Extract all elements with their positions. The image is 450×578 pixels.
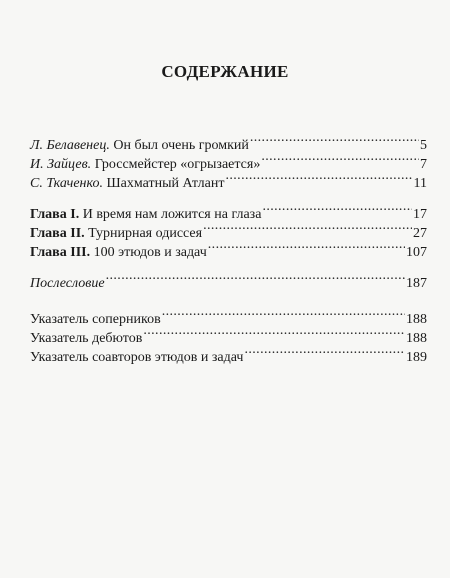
entry-title: Шахматный Атлант: [106, 176, 225, 191]
entry-title: 100 этюдов и задач: [93, 245, 207, 260]
dot-leader: [106, 268, 405, 287]
entry-page-number: 11: [413, 176, 427, 191]
dot-leader: [225, 168, 412, 187]
entry-title: Указатель соавторов этюдов и задач: [30, 350, 244, 365]
entry-author: Л. Белавенец.: [30, 138, 110, 153]
toc-group-chapters: [30, 199, 427, 260]
entry-chapter: Глава II.: [30, 226, 85, 241]
dot-leader: [203, 218, 412, 237]
dot-leader: [208, 237, 405, 256]
entry-author: С. Ткаченко.: [30, 176, 103, 191]
entry-page-number: 189: [406, 350, 427, 365]
entry-title: И время нам ложится на глаза: [82, 207, 262, 222]
toc-group-indexes: [30, 304, 427, 365]
entry-title: Указатель соперников: [30, 312, 161, 327]
toc-entry[interactable]: [30, 268, 427, 291]
dot-leader: [143, 323, 405, 342]
entry-label: [30, 174, 224, 193]
dot-leader: [162, 304, 405, 323]
entry-page-number: 17: [413, 207, 427, 222]
entry-page-number: 187: [406, 276, 427, 291]
entry-title: Гроссмейстер «огрызается»: [94, 157, 261, 172]
entry-page-number: 188: [406, 331, 427, 346]
entry-page-number: 7: [420, 157, 427, 172]
entry-page-number: 27: [413, 226, 427, 241]
entry-title: Турнирная одиссея: [88, 226, 203, 241]
dot-leader: [250, 130, 419, 149]
entry-author: И. Зайцев.: [30, 157, 92, 172]
toc-group-afterword: [30, 268, 427, 291]
entry-title: Послесловие: [30, 276, 105, 291]
toc-group-essays: [30, 130, 427, 191]
entry-label: [30, 224, 202, 243]
entry-chapter: Глава III.: [30, 245, 91, 260]
entry-title: Указатель дебютов: [30, 331, 143, 346]
entry-title: Он был очень громкий: [113, 138, 249, 153]
toc-entry[interactable]: [30, 199, 427, 222]
entry-page-number: 188: [406, 312, 427, 327]
toc-entry[interactable]: [30, 304, 427, 327]
entry-chapter: Глава I.: [30, 207, 80, 222]
entry-label: [30, 136, 249, 155]
toc-entry[interactable]: [30, 130, 427, 153]
dot-leader: [262, 199, 412, 218]
dot-leader: [244, 342, 405, 361]
page-title: СОДЕРЖАНИЕ: [161, 62, 289, 81]
dot-leader: [261, 149, 419, 168]
entry-page-number: 5: [420, 138, 427, 153]
entry-page-number: 107: [406, 245, 427, 260]
entry-label: [30, 243, 207, 262]
